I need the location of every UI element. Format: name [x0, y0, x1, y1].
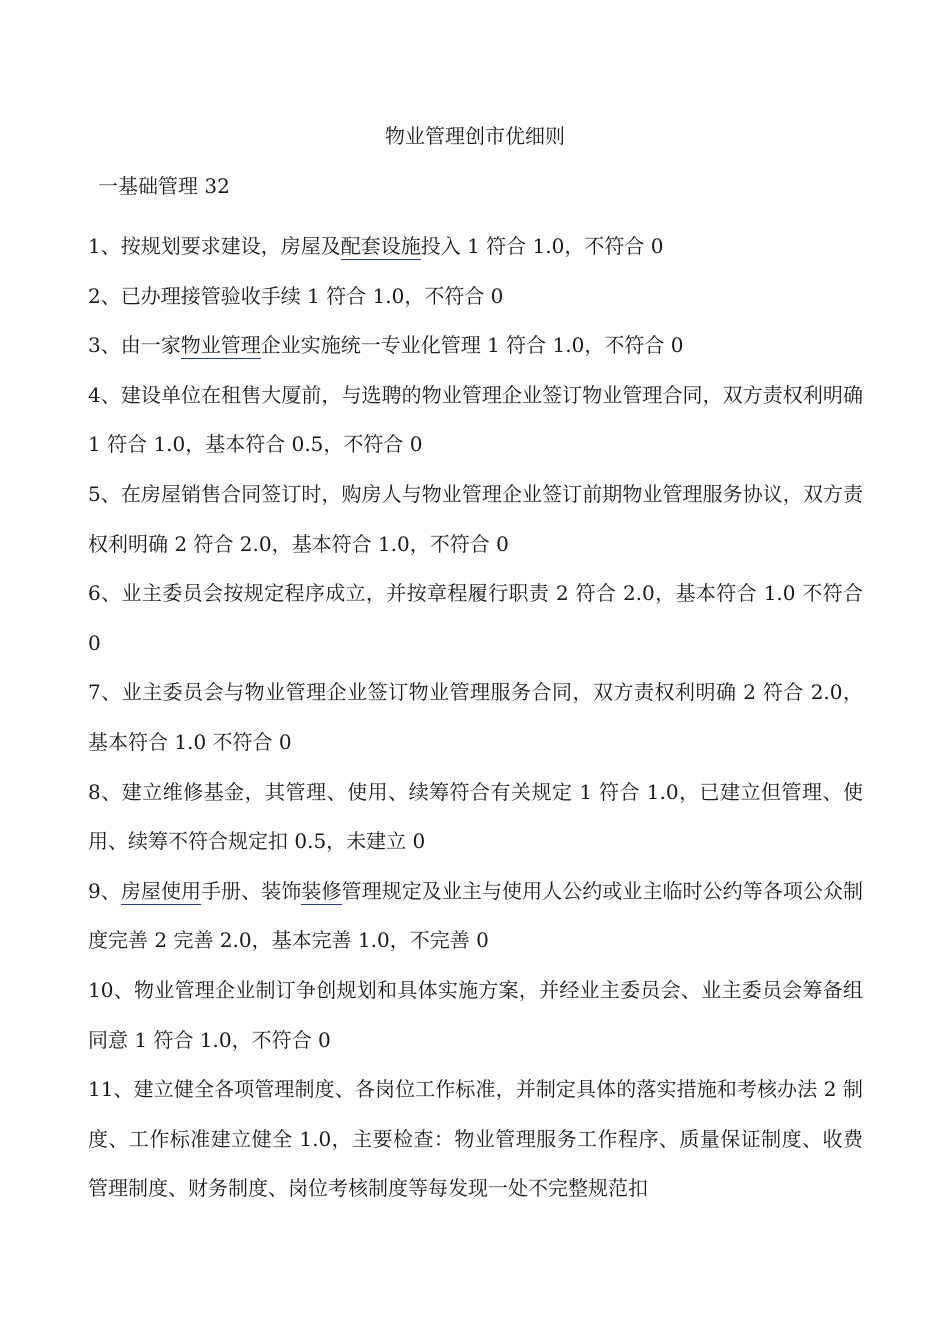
- list-item: [88, 1065, 863, 1214]
- list-item: [88, 569, 863, 668]
- item-text: 投入 1 符合 1.0，不符合 0: [420, 234, 664, 258]
- list-item: [88, 321, 863, 371]
- underlined-term: 装修: [301, 878, 342, 903]
- item-text: 1、按规划要求建设，房屋及: [88, 234, 341, 258]
- list-item: [88, 966, 863, 1065]
- item-text: 3、由一家: [88, 333, 181, 358]
- item-text: 11、建立健全各项管理制度、各岗位工作标准，并制定具体的落实措施和考核办法 2 制度、工作标准建立健全 1.0，主要检查：物业管理服务工作程序、质量保证制度、收费管理制度、财务制度、岗位考核制度等每发现一处不完整规范扣: [88, 1077, 863, 1201]
- item-text: 企业实施统一专业化管理 1 符合 1.0，不符合 0: [260, 333, 684, 358]
- item-text: 5、在房屋销售合同签订时，购房人与物业管理企业签订前期物业管理服务协议，双方责权利明确 2 符合 2.0，基本符合 1.0，不符合 0: [88, 481, 863, 556]
- list-item: [88, 470, 863, 569]
- list-item: [88, 668, 863, 767]
- item-list: [88, 222, 863, 1214]
- list-item: [88, 867, 863, 966]
- underlined-term: 房屋使用: [120, 878, 202, 903]
- list-item: [88, 768, 863, 867]
- item-text: 管理规定及业主与使用人公约或业主临时公约等各项公众制度完善 2 完善 2.0，基本完善 1.0，不完善 0: [88, 878, 864, 953]
- item-text: 2、已办理接管验收手续 1 符合 1.0，不符合 0: [88, 283, 504, 308]
- list-item: [88, 371, 863, 470]
- item-text: 手册、装饰: [201, 878, 302, 903]
- item-text: 9、: [88, 878, 121, 903]
- item-text: 6、业主委员会按规定程序成立，并按章程履行职责 2 符合 2.0，基本符合 1.0 不符合 0: [88, 581, 863, 655]
- list-item: [88, 272, 863, 322]
- item-text: 8、建立维修基金，其管理、使用、续筹符合有关规定 1 符合 1.0，已建立但管理、使用、续筹不符合规定扣 0.5，未建立 0: [88, 779, 863, 854]
- section-heading: 一基础管理 32: [98, 174, 230, 198]
- document-title: 物业管理创市优细则: [385, 124, 565, 148]
- underlined-term: 物业管理: [180, 333, 261, 358]
- item-text: 7、业主委员会与物业管理企业签订物业管理服务合同，双方责权利明确 2 符合 2.0，基本符合 1.0 不符合 0: [88, 680, 863, 754]
- item-text: 4、建设单位在租售大厦前，与选聘的物业管理企业签订物业管理合同，双方责权利明确 1 符合 1.0，基本符合 0.5，不符合 0: [88, 382, 863, 457]
- list-item: [88, 222, 863, 272]
- item-text: 10、物业管理企业制订争创规划和具体实施方案，并经业主委员会、业主委员会筹备组同意 1 符合 1.0，不符合 0: [88, 977, 863, 1052]
- underlined-term: 配套设施: [340, 234, 421, 258]
